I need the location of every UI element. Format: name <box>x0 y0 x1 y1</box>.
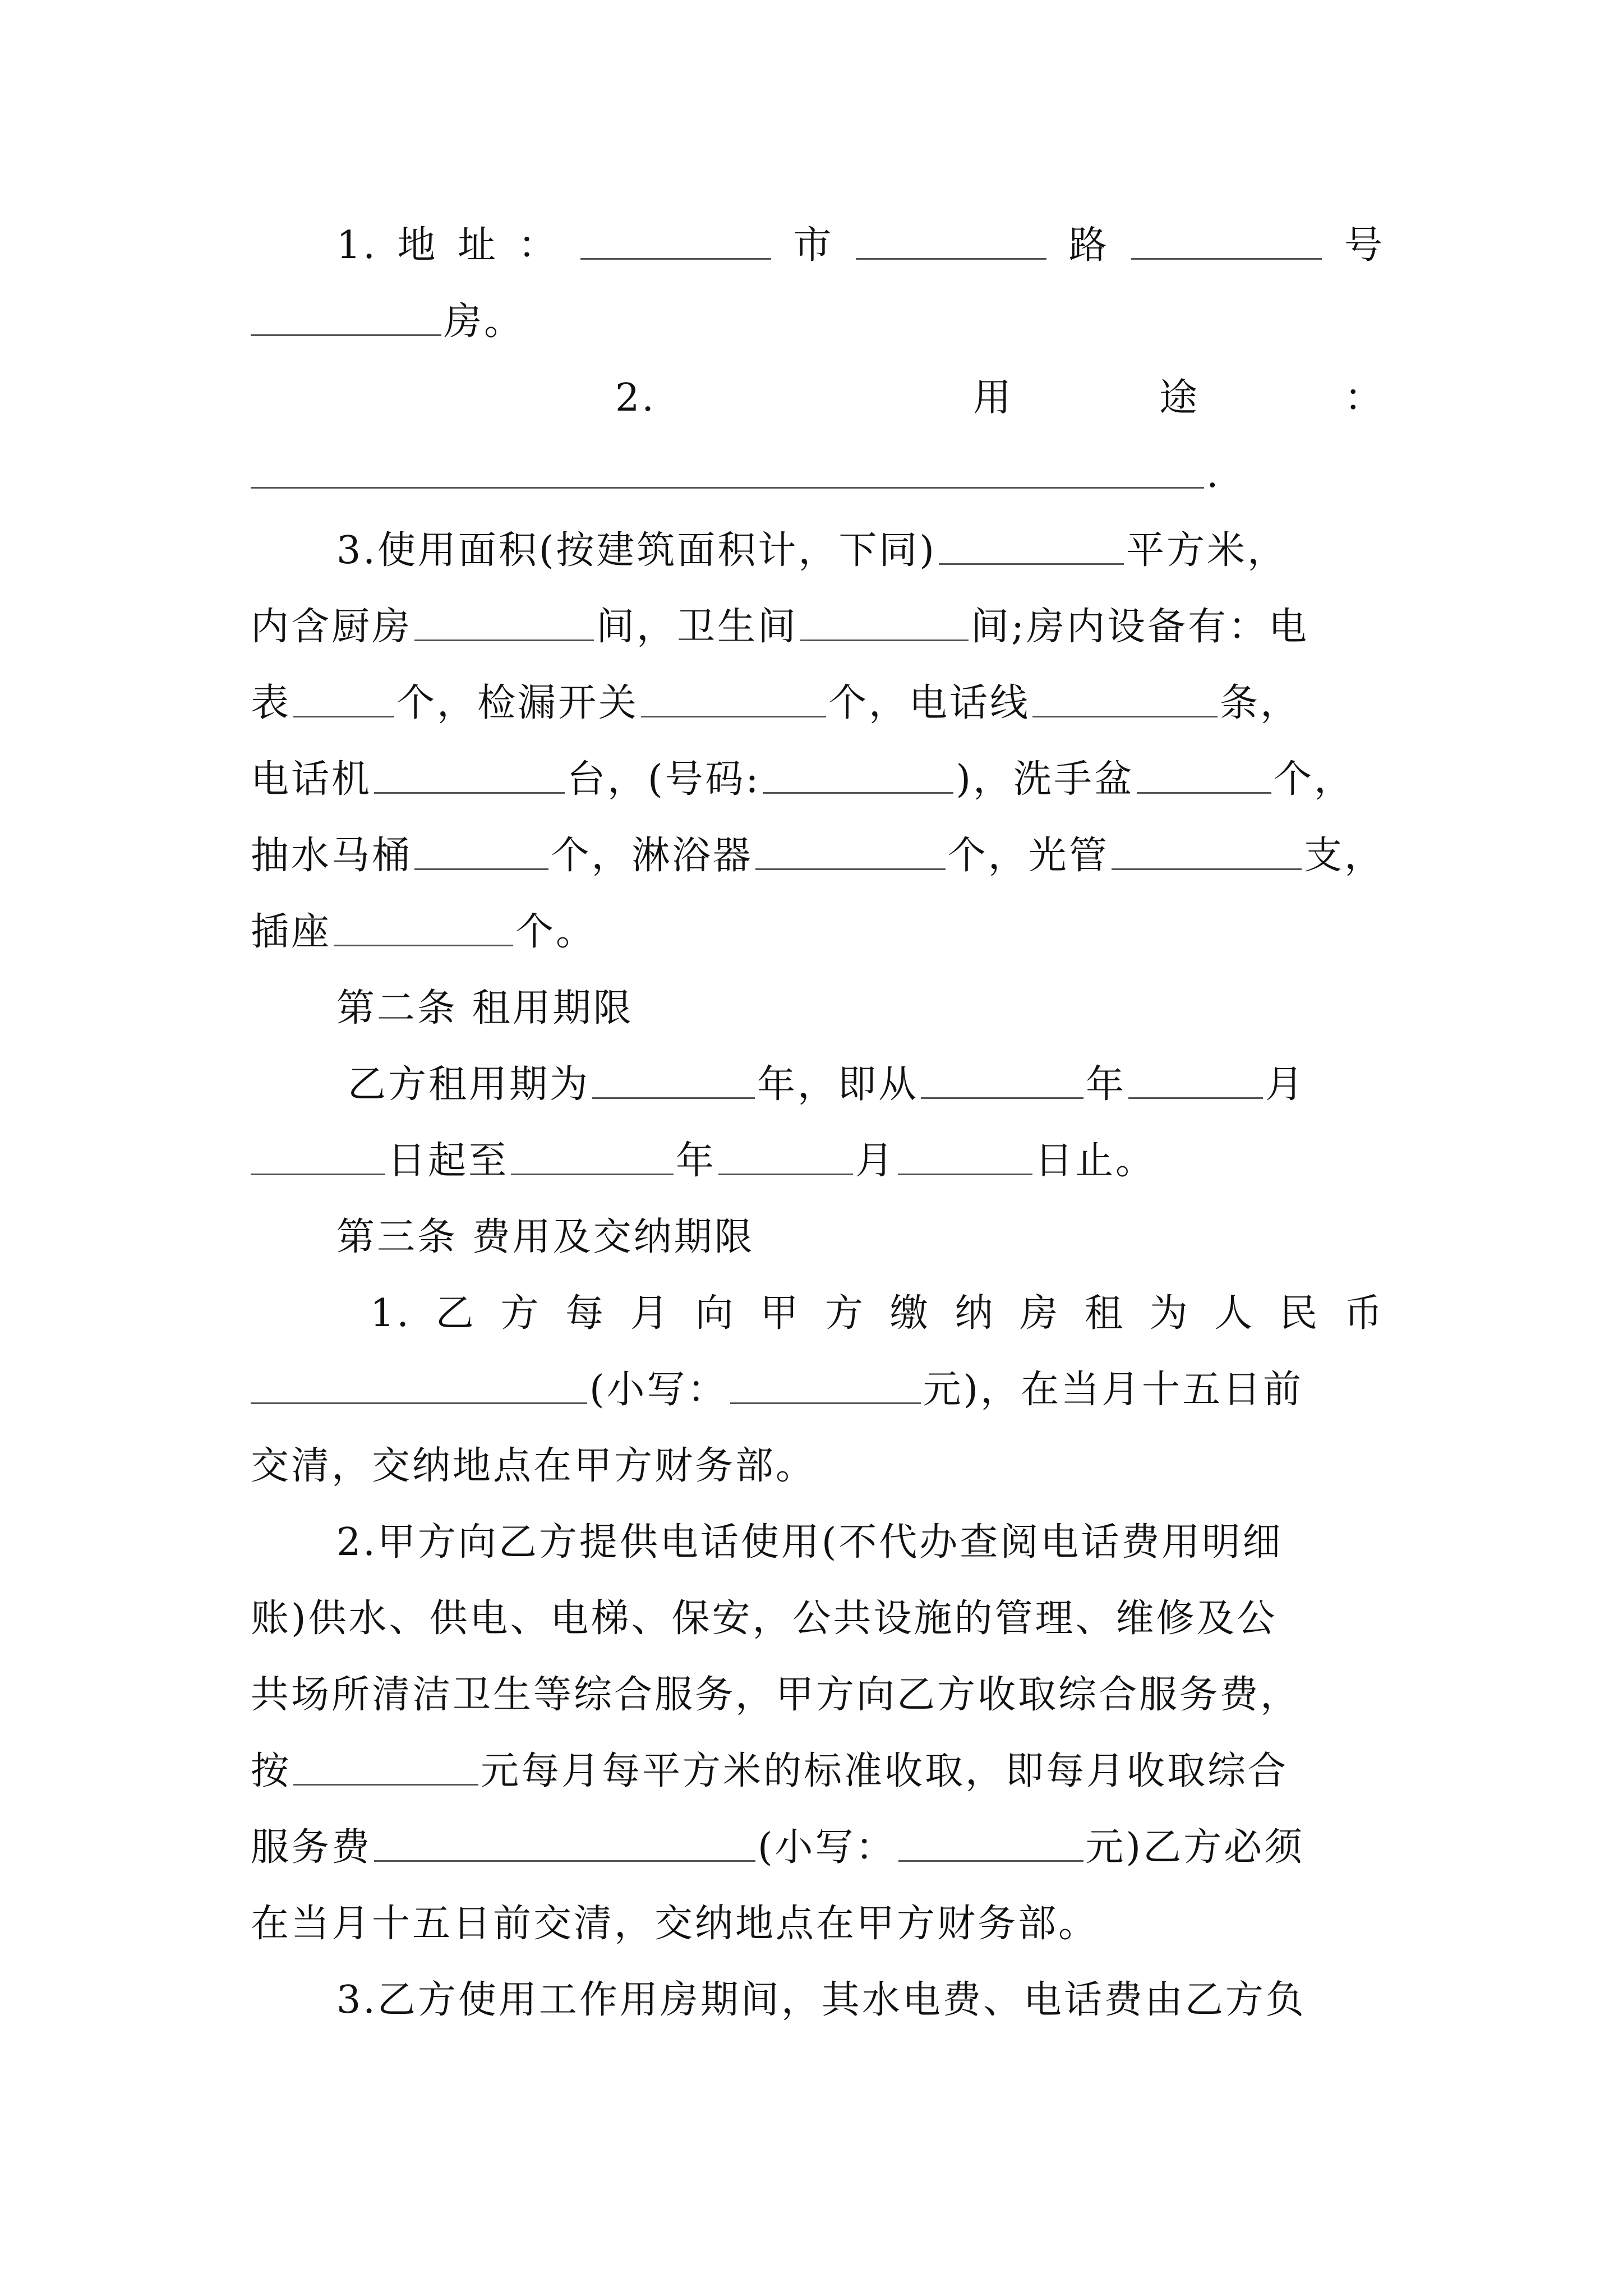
char: 纳 <box>955 1291 995 1336</box>
char: 币 <box>1344 1291 1385 1336</box>
blank-field-end-year[interactable] <box>511 1139 674 1175</box>
char: 缴 <box>889 1291 930 1336</box>
text: 乙方租用期为 <box>348 1062 591 1107</box>
text: 间，卫生间 <box>596 605 799 649</box>
blank-field-city[interactable] <box>580 223 771 260</box>
text: 个，电话线 <box>828 681 1031 725</box>
text: 账)供水、供电、电梯、保安，公共设施的管理、维修及公 <box>251 1596 1278 1641</box>
char: 每 <box>565 1291 606 1336</box>
text: 内含厨房 <box>251 605 413 649</box>
text: 共场所清洁卫生等综合服务，甲方向乙方收取综合服务费， <box>251 1673 1301 1717</box>
text: 房。 <box>444 300 525 344</box>
text: 市 <box>793 223 834 268</box>
char: 房 <box>1020 1291 1061 1336</box>
blank-field-kitchen[interactable] <box>414 605 594 641</box>
text: )，洗手盆 <box>956 757 1135 802</box>
blank-field-socket[interactable] <box>334 910 513 946</box>
blank-field-room[interactable] <box>251 300 441 336</box>
char: 民 <box>1279 1291 1320 1336</box>
blank-field-bathroom[interactable] <box>800 605 969 641</box>
blank-field-end-month[interactable] <box>718 1139 853 1175</box>
blank-field-phone[interactable] <box>374 757 565 794</box>
text: 年，即从 <box>757 1062 919 1107</box>
equipment-line-3 <box>251 828 1385 884</box>
section-heading-3 <box>336 1209 1385 1266</box>
text: . <box>1206 452 1221 496</box>
text: ： <box>518 223 559 268</box>
text: 个， <box>1274 757 1355 802</box>
char: 人 <box>1214 1291 1255 1336</box>
service-line-1 <box>336 1515 1385 1571</box>
section-heading-2 <box>336 981 1385 1037</box>
area-line <box>336 523 1385 579</box>
blank-field-basin[interactable] <box>1137 757 1271 794</box>
text: 插座 <box>251 910 332 954</box>
text: 年 <box>1086 1062 1127 1107</box>
text: 个，检漏开关 <box>396 681 639 725</box>
usage-blank-line <box>251 447 1385 503</box>
text: 路 <box>1068 223 1109 268</box>
address-line <box>336 218 1385 274</box>
text: (小写： <box>758 1825 896 1870</box>
blank-field-meter[interactable] <box>293 681 394 717</box>
blank-field-number[interactable] <box>1131 223 1322 260</box>
text: 月 <box>855 1139 896 1183</box>
blank-field-fee-lower[interactable] <box>898 1825 1083 1862</box>
text: 台，(号码: <box>567 757 761 802</box>
text: 2.甲方向乙方提供电话使用(不代办查阅电话费用明细 <box>336 1520 1283 1565</box>
item-number: 1. <box>370 1291 411 1336</box>
char: 向 <box>695 1291 736 1336</box>
text: 号 <box>1344 223 1385 268</box>
text: 3.使用面积(按建筑面积计，下同) <box>336 528 937 573</box>
text: 平方米， <box>1126 528 1288 573</box>
text: 途 <box>1159 376 1200 420</box>
equipment-line-1 <box>251 675 1385 731</box>
socket-line <box>251 904 1385 960</box>
text: 在当月十五日前交清，交纳地点在甲方财务部。 <box>251 1902 1099 1946</box>
equipment-line-2 <box>251 752 1385 808</box>
text: 地 <box>397 223 438 268</box>
text: 条， <box>1220 681 1301 725</box>
blank-field-start-year[interactable] <box>921 1062 1083 1099</box>
text: 按 <box>251 1749 292 1793</box>
text: 日起至 <box>388 1139 509 1183</box>
service-fee-rate-line <box>251 1743 1385 1800</box>
text: ： <box>1344 376 1385 420</box>
text: 3.乙方使用工作用房期间，其水电费、电话费由乙方负 <box>336 1978 1306 2022</box>
service-line-3 <box>251 1667 1385 1723</box>
text: 月 <box>1265 1062 1306 1107</box>
text: 电话机 <box>251 757 372 802</box>
char: 乙 <box>435 1291 476 1336</box>
blank-field-leak-switch[interactable] <box>641 681 826 717</box>
blank-field-fee-capital[interactable] <box>374 1825 755 1862</box>
char: 为 <box>1149 1291 1190 1336</box>
blank-field-years[interactable] <box>592 1062 755 1099</box>
item-number: 2. <box>615 376 656 420</box>
text: (小写： <box>589 1368 728 1412</box>
text: 个，淋浴器 <box>551 834 753 878</box>
blank-field-phone-line[interactable] <box>1032 681 1218 717</box>
service-line-2 <box>251 1591 1385 1647</box>
rent-line <box>370 1286 1385 1342</box>
rent-amount-line <box>251 1362 1385 1418</box>
char: 方 <box>500 1291 541 1336</box>
text: 个。 <box>515 910 597 954</box>
blank-field-shower[interactable] <box>755 834 946 870</box>
term-end-line <box>251 1133 1385 1189</box>
text: 支， <box>1303 834 1385 878</box>
service-fee-amount-line <box>251 1820 1385 1876</box>
text: 日止。 <box>1035 1139 1156 1183</box>
blank-field-usage[interactable] <box>251 452 1204 489</box>
utilities-line <box>336 1972 1385 2028</box>
blank-field-phone-number[interactable] <box>763 757 953 794</box>
text: 间;房内设备有：电 <box>971 605 1309 649</box>
text: 元)，在当月十五日前 <box>923 1368 1304 1412</box>
text: 年 <box>676 1139 717 1183</box>
blank-field-tube[interactable] <box>1112 834 1302 870</box>
term-line <box>348 1057 1385 1113</box>
blank-field-rent-capital[interactable] <box>251 1368 587 1404</box>
text: 抽水马桶 <box>251 834 413 878</box>
blank-field-road[interactable] <box>856 223 1046 260</box>
rent-payment-line <box>251 1438 1385 1494</box>
usage-line <box>251 370 1385 426</box>
blank-field-start-month[interactable] <box>1128 1062 1263 1099</box>
item-number: 1. <box>336 223 377 268</box>
text: 交清，交纳地点在甲方财务部。 <box>251 1444 817 1488</box>
blank-field-toilet[interactable] <box>414 834 548 870</box>
blank-field-end-day[interactable] <box>898 1139 1032 1175</box>
room-line <box>251 294 1385 350</box>
service-fee-payment-line <box>251 1896 1385 1952</box>
blank-field-start-day[interactable] <box>251 1139 385 1175</box>
text: 元)乙方必须 <box>1085 1825 1305 1870</box>
text: 址 <box>458 223 499 268</box>
text: 元每月每平方米的标准收取，即每月收取综合 <box>481 1749 1289 1793</box>
section-title: 第二条 租用期限 <box>336 986 634 1030</box>
blank-field-area[interactable] <box>939 528 1124 565</box>
text: 表 <box>251 681 292 725</box>
text: 服务费 <box>251 1825 372 1870</box>
section-title: 第三条 费用及交纳期限 <box>336 1215 755 1259</box>
text: 用 <box>973 376 1014 420</box>
rooms-equipment-line <box>251 599 1385 655</box>
blank-field-fee-rate[interactable] <box>293 1749 478 1786</box>
char: 方 <box>825 1291 866 1336</box>
text: 个，光管 <box>947 834 1109 878</box>
char: 租 <box>1084 1291 1125 1336</box>
blank-field-rent-lower[interactable] <box>730 1368 921 1404</box>
char: 月 <box>630 1291 671 1336</box>
char: 甲 <box>760 1291 801 1336</box>
